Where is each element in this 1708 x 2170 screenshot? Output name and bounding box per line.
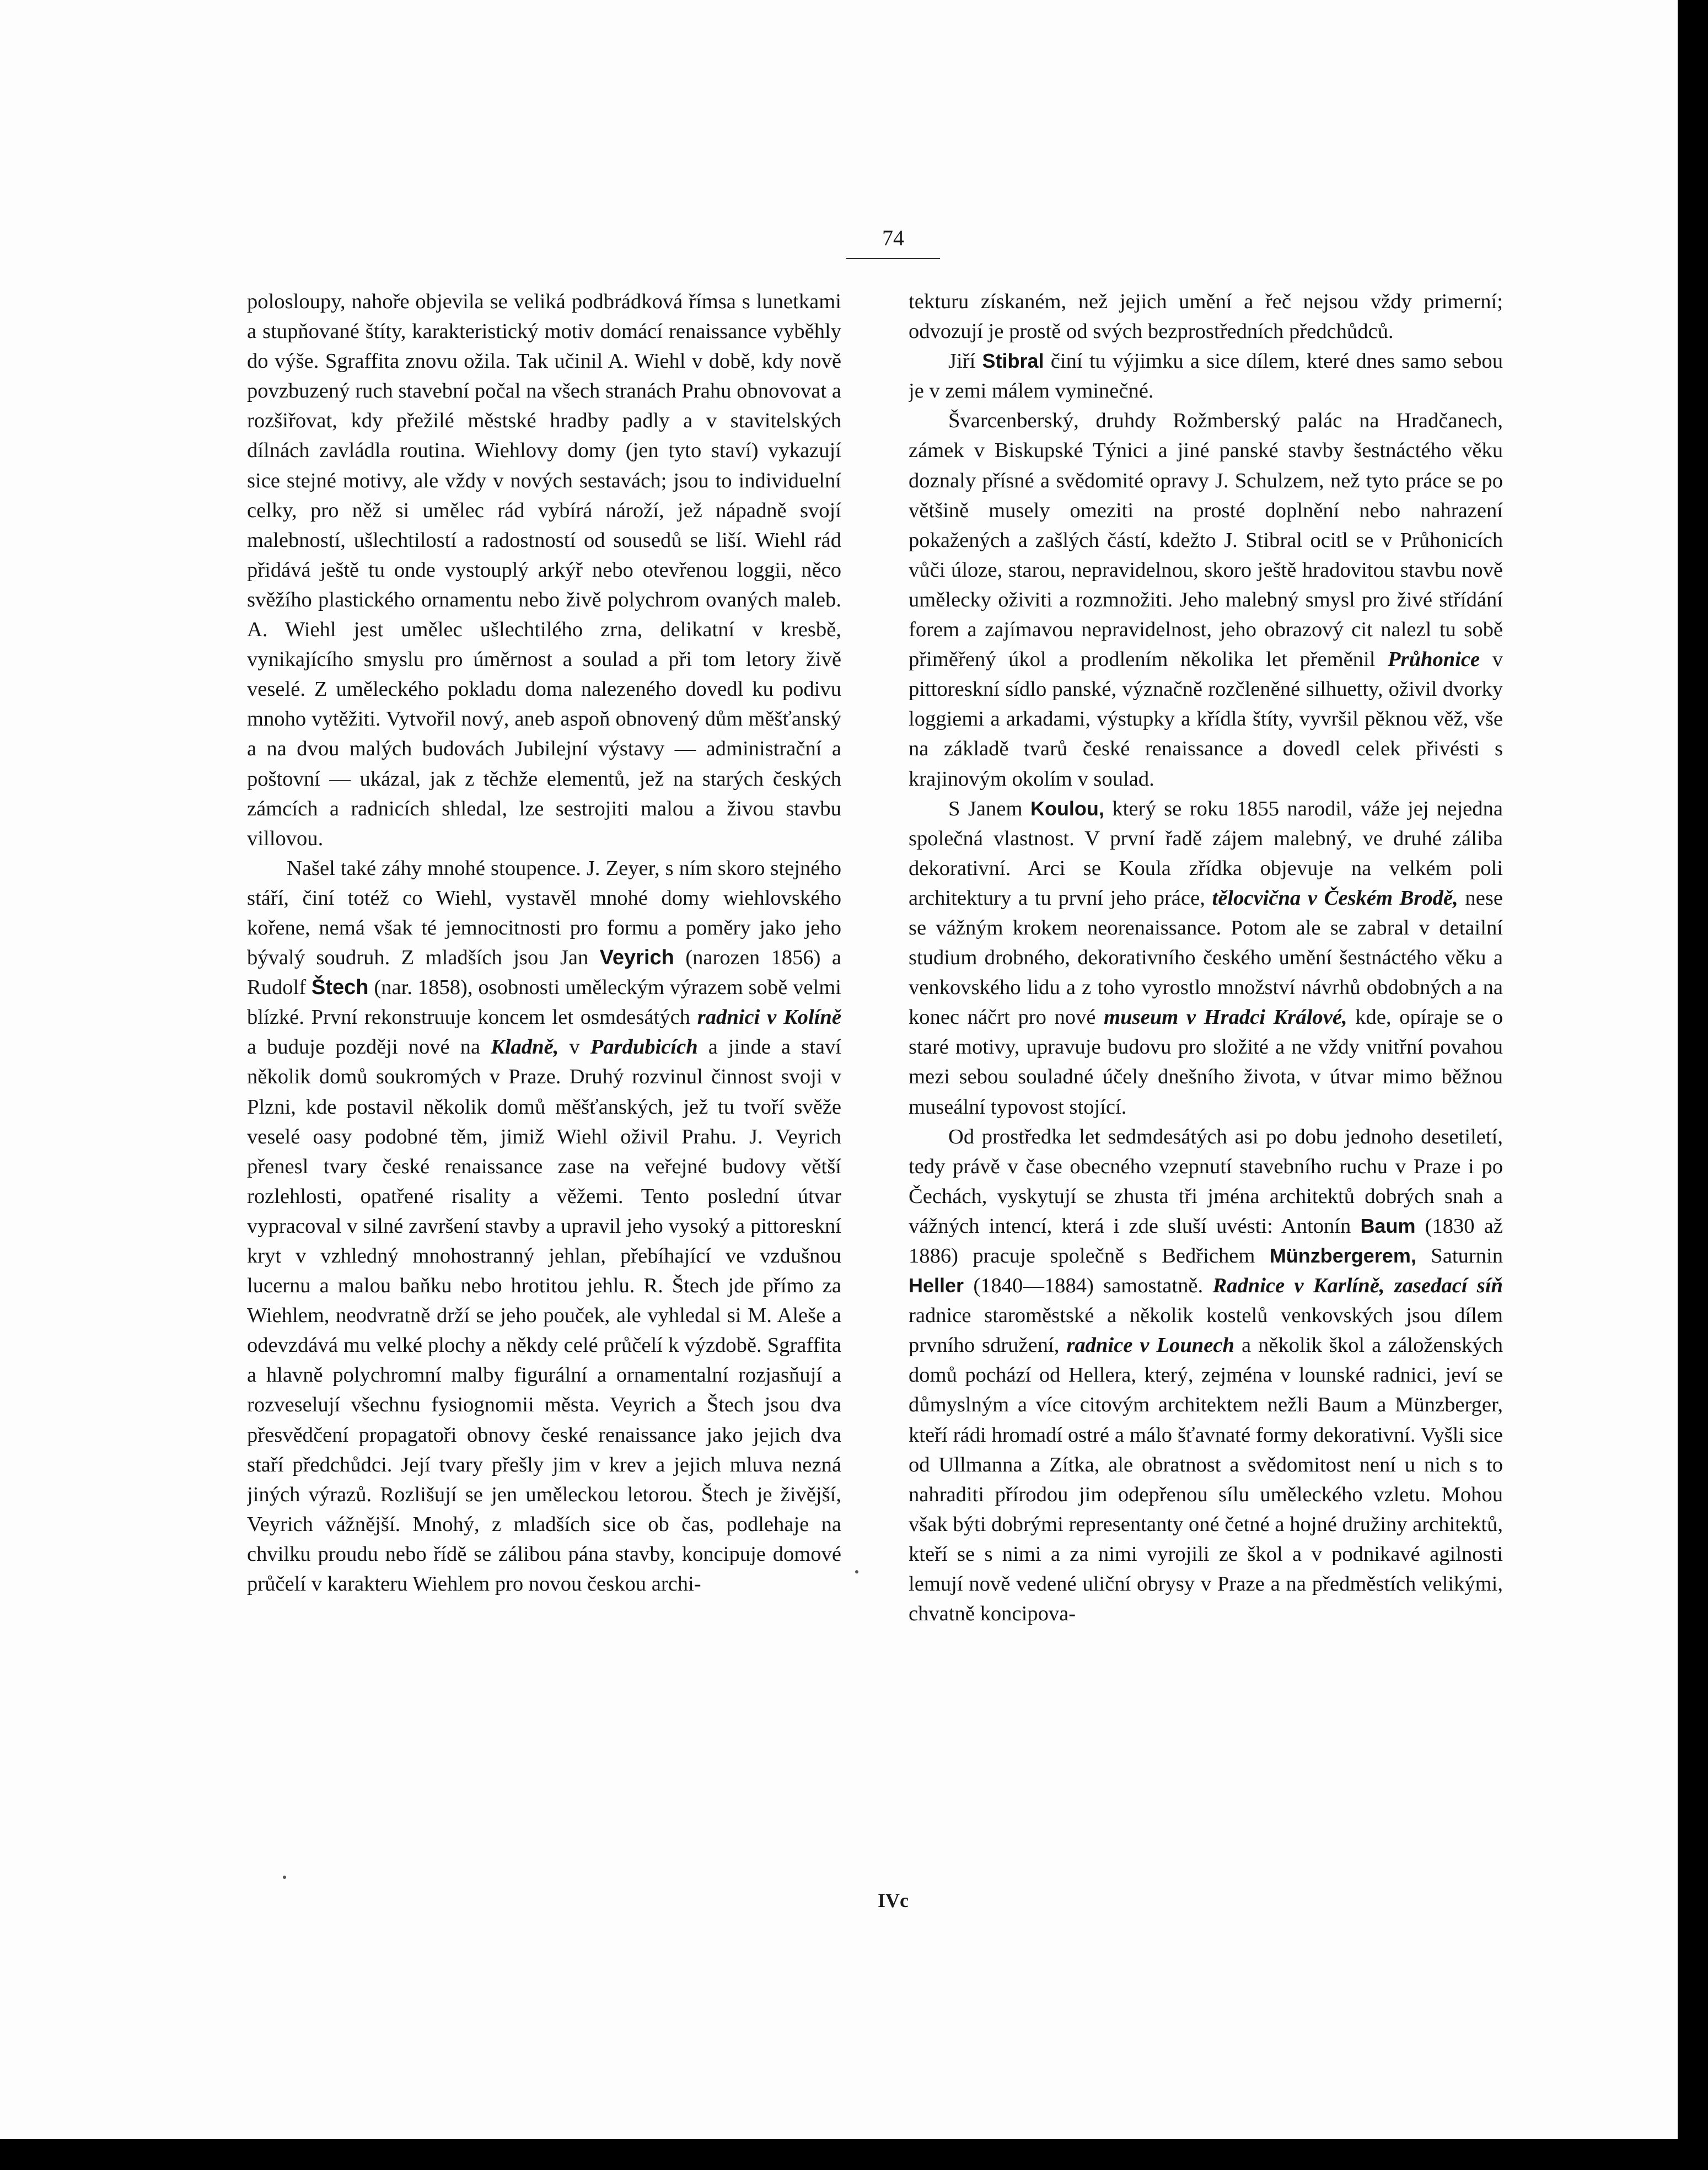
right-p5-text-c: Saturnin xyxy=(1431,1244,1503,1267)
right-paragraph-5 xyxy=(909,1122,1503,1629)
left-p2-text-c: (nar. 1858), osobnosti uměleckým výrazem sobě velmi blízké. První rekonstruuje koncem let osmdesátých xyxy=(247,976,841,1029)
right-p4-text-d: kde, opíraje se o staré motivy, upravuje budovu pro složité a ne vždy vnitřní povahou mezi sebou souladné účely dnešního života, v útvar mimo běžnou museální typovost stojící. xyxy=(909,1006,1503,1119)
right-paragraph-3 xyxy=(909,406,1503,793)
work-telocvicna: tělocvična v Českém Brodě, xyxy=(1212,886,1458,910)
right-p4-text-c: nese se vážným krokem neorenaissance. Potom ale se zabral v detailní studium drobného, dekorativního českého umění šestnáctého věku a venkovského lidu a z toho vyrostlo množství návrhů obdobných a na konec náčrt pro nové xyxy=(909,886,1503,1029)
name-veyrich: Veyrich xyxy=(599,946,674,970)
print-speck xyxy=(283,1876,286,1879)
work-kladne: Kladně, xyxy=(491,1035,559,1059)
right-p5-text-b: (1830 až 1886) pracuje společně s Bedřichem xyxy=(909,1214,1503,1267)
page-number-rule xyxy=(846,258,940,259)
left-p2-text-b: (narozen 1856) a Rudolf xyxy=(247,946,841,1000)
right-p5-text-e: radnice staroměstské a několik kostelů venkovských jsou dílem prvního sdružení, xyxy=(909,1304,1503,1357)
right-paragraph-2 xyxy=(909,346,1503,406)
work-pardubicich: Pardubicích xyxy=(590,1035,698,1059)
right-p5-text-f: a několik škol a záloženských domů pochází od Hellera, který, zejména v lounské radnici, jeví se důmyslným a více citovým architektem nežli Baum a Münzberger, kteří rádi hromadí ostré a málo šťavnaté formy dekorativní. Vyšli sice od Ullmanna a Zítka, ale obratnost a svědomitost není u nich s to nahraditi přírodou jim odepřenou sílu uměleckého vzletu. Mohou však býti dobrými representanty oné četné a hojné družiny architektů, kteří se s nimi a za nimi vyrojili ze škol a v podnikavé agilnosti lemují nově vedené uliční obrysy v Praze a na předměstích velikými, chvatně koncipova- xyxy=(909,1334,1503,1626)
left-p2-text-d: a buduje později nové na xyxy=(247,1035,481,1059)
left-paragraph-2 xyxy=(247,853,841,1599)
work-museum: museum v Hradci Králové, xyxy=(1104,1006,1347,1029)
work-pruhonice: Průhonice xyxy=(1387,648,1480,672)
right-p3-text-a: Švarcenberský, druhdy Rožmberský palác na Hradčanech, zámek v Biskupské Týnici a jiné panské stavby šestnáctého věku doznaly přísné a svědomité opravy J. Schulzem, než tyto práce se po většině musely omeziti na prosté doplnění nebo nahrazení pokažených a zašlých částí, kdežto J. Stibral ocitl se v Průhonicích vůči úloze, starou, nepravidelnou, skoro ještě hradovitou stavbu nově umělecky oživiti a rozmnožiti. Jeho malebný smysl pro živé střídání forem a zajímavou nepravidelnost, jeho obrazový cit nalezl tu sobě přiměřený úkol a prodlením několika let přeměnil xyxy=(909,409,1503,672)
left-column xyxy=(247,287,841,1874)
name-stibral: Stibral xyxy=(982,350,1044,373)
signature-mark: IVc xyxy=(878,1889,909,1911)
print-speck xyxy=(855,1570,858,1573)
work-radnice-karlin: Radnice v Karlíně, zasedací síň xyxy=(1212,1274,1503,1298)
right-p5-text-d: (1840—1884) samostatně. xyxy=(973,1274,1204,1298)
page-number: 74 xyxy=(882,225,904,250)
right-p5-text-a: Od prostředka let sedmdesátých asi po dobu jednoho desetiletí, tedy právě v čase obecného vzepnutí stavebního ruchu v Praze i po Čechách, vyskytují se zhusta tři jména architektů dobrých snah a vážných intencí, která i zde sluší uvésti: Antonín xyxy=(909,1125,1503,1238)
left-p2-text-e: v xyxy=(569,1035,580,1059)
name-koula: Koulou, xyxy=(1030,797,1104,820)
name-munzberger: Münzbergerem, xyxy=(1269,1244,1416,1267)
right-paragraph-4 xyxy=(909,794,1503,1122)
work-radnice-louny: radnice v Lounech xyxy=(1066,1334,1234,1357)
left-paragraph-1: polosloupy, nahoře objevila se veliká podbrádková římsa s lunetkami a stupňované štíty, karakteristický motiv domácí renaissance vyběhly do výše. Sgraffita znovu ožila. Tak učinil A. Wiehl v době, kdy nově povzbuzený ruch stavební počal na všech stranách Prahu obnovovat a rozšiřovat, kdy přežilé městské hradby padly a v stavitelských dílnách zavládla routina. Wiehlovy domy (jen tyto staví) vykazují sice stejné motivy, ale vždy v nových sestavách; jsou to individuelní celky, pro něž si umělec rád vybírá nároží, jež nápadně svojí malebností, ušlechtilostí a radostností od sousedů se liší. Wiehl rád přidává ještě tu onde vystouplý arkýř nebo otevřenou loggii, něco svěžího plastického ornamentu nebo živě polychrom ovaných maleb. A. Wiehl jest umělec ušlechtilého zrna, delikatní v kresbě, vynikajícího smyslu pro úměrnost a soulad a při tom letory živě veselé. Z uměleckého pokladu doma nalezeného dovedl ku podivu mnoho vytěžiti. Vytvořil nový, aneb aspoň obnovený dům měšťanský a na dvou malých budovách Jubilejní výstavy — administrační a poštovní — ukázal, jak z těchže elementů, jež na starých českých zámcích a radnicích shledal, lze sestrojiti malou a živou stavbu villovou. xyxy=(247,290,841,850)
right-p4-text-a: S Janem xyxy=(948,797,1023,820)
name-stech: Štech xyxy=(311,976,369,1000)
left-p2-text-a: Našel také záhy mnohé stoupence. J. Zeyer, s ním skoro stejného stáří, činí totéž co Wiehl, vystavěl mnohé domy wiehlovského kořene, nemá však té jemnocitnosti pro formu a poměry jako jeho bývalý soudruh. Z mladších jsou Jan xyxy=(247,856,841,970)
right-p4-text-b: který se roku 1855 narodil, váže jej nejedna společná vlastnost. V první řadě zájem malebný, ve druhé záliba dekorativní. Arci se Koula zřídka objevuje na velkém poli architektury a tu první jeho práce, xyxy=(909,797,1503,910)
name-baum: Baum xyxy=(1360,1214,1416,1237)
right-p2-text-a: Jiří xyxy=(948,350,976,373)
left-p2-text-f: a jinde a staví několik domů soukromých v Praze. Druhý rozvinul činnost svoji v Plzni, kde postavil několik domů měšťanských, jež tu tvoří svěže veselé oasy podobné těm, jimiž Wiehl oživil Prahu. J. Veyrich přenesl tvary české renaissance zase na veřejné budovy větší rozlehlosti, opatřené risality a věžemi. Tento poslední útvar vypracoval v silné završení stavby a upravil jeho vysoký a pittoreskní kryt v vzhledný mnohostranný jehlan, přebíhající ve vzdušnou lucernu a malou baňku nebo hrotitou jehlu. R. Štech jde přímo za Wiehlem, neodvratně drží se jeho pouček, ale vyhledal si M. Aleše a odevzdává mu velké plochy a někdy celé průčelí k výzdobě. Sgraffita a hlavně polychromní malby figurální a ornamentalní rozjasňují a rozveselují všechnu fysiognomii města. Veyrich a Štech jsou dva přesvědčení propagatoři obnovy české renaissance jako jejich dva staří předchůdci. Její tvary přešly jim v krev a jejich mluva nezná jiných výrazů. Rozlišují se jen uměleckou letorou. Štech je živější, Veyrich vážnější. Mnohý, z mladších sice ob čas, podlehaje na chvilku proudu nebo řídě se zálibou pána stavby, koncipuje domové průčelí v karakteru Wiehlem pro novou českou archi- xyxy=(247,1035,841,1596)
name-heller: Heller xyxy=(909,1274,964,1297)
right-paragraph-1: tekturu získaném, než jejich umění a řeč nejsou vždy primerní; odvozují je prostě od svých bezprostředních předchůdců. xyxy=(909,290,1503,343)
right-column xyxy=(909,287,1503,1874)
right-p2-text-b: činí tu výjimku a sice dílem, které dnes samo sebou je v zemi málem vyminečné. xyxy=(909,350,1503,403)
work-radnici-v-koline: radnici v Kolíně xyxy=(697,1006,841,1029)
right-p3-text-b: v pittoreskní sídlo panské, význačně rozčleněné silhuetty, oživil dvorky loggiemi a arkadami, výstupky a křídla štíty, vyvršil pěknou věž, vše na základě tvarů české renaissance a dovedl celek přivésti s krajinovým okolím v soulad. xyxy=(909,648,1503,791)
